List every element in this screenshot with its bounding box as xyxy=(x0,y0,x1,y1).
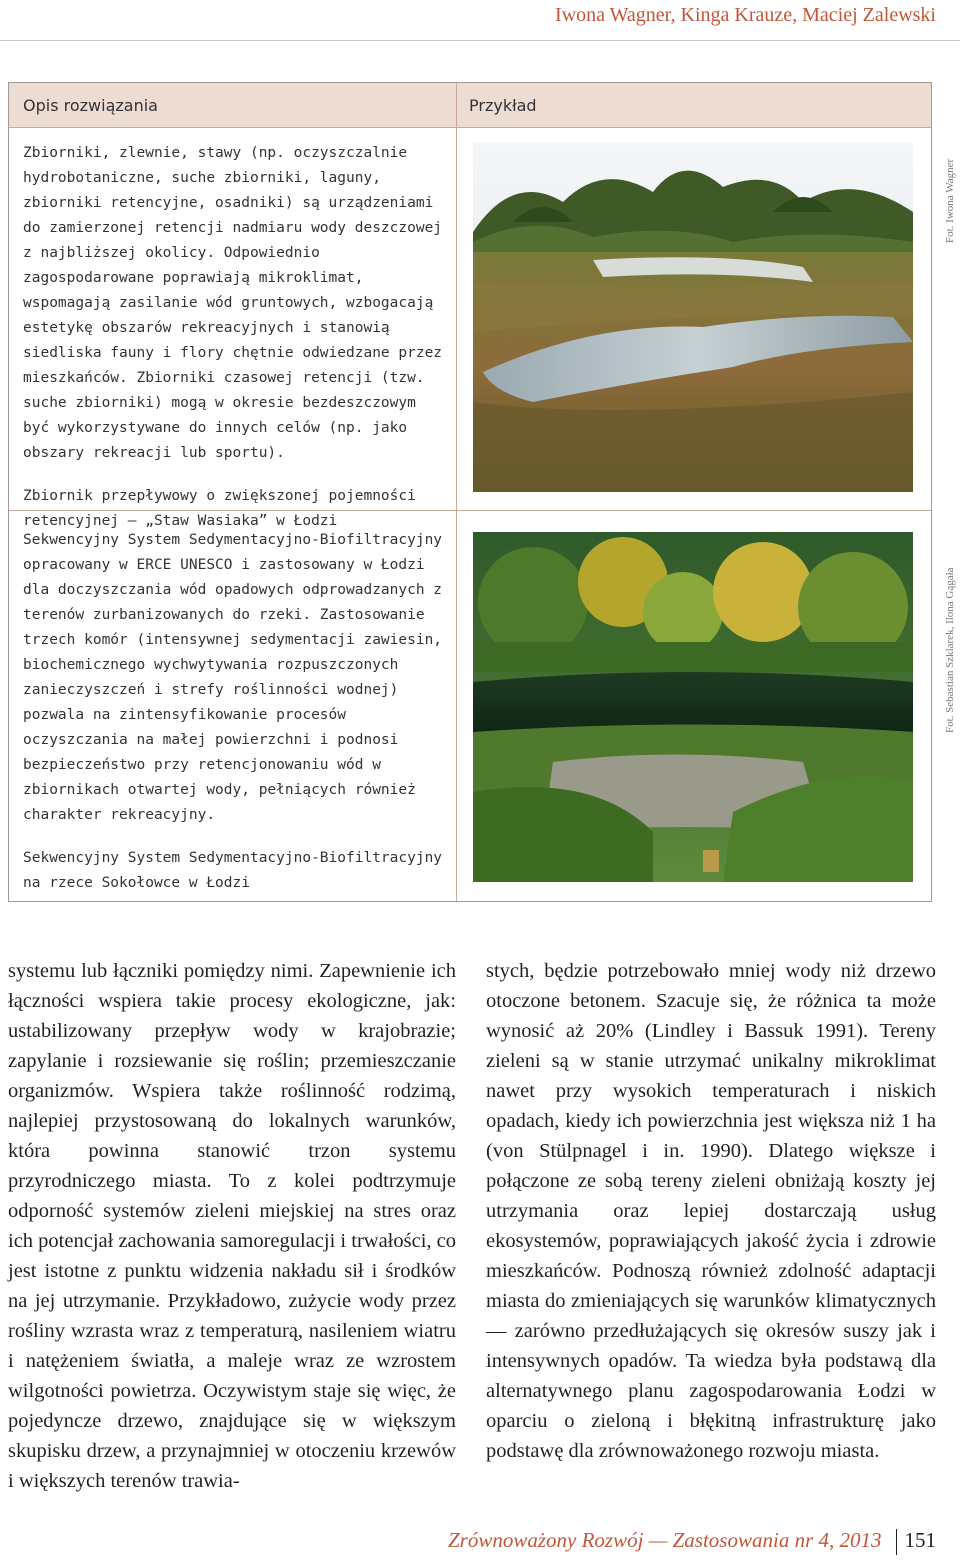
table-header-description: Opis rozwiązania xyxy=(9,83,456,128)
row-1-caption: Zbiornik przepływowy o zwiększonej pojemności retencyjnej — „Staw Wasiaka” w Łodzi xyxy=(23,488,416,529)
header-rule xyxy=(0,40,960,41)
row-1-description: Zbiorniki, zlewnie, stawy (np. oczyszczalnie hydrobotaniczne, suche zbiorniki, laguny, zbiorniki retencyjne, osadniki) są urządzeniami do zamierzonej retencji nadmiaru wody deszczowej z najbliższej okolicy. Odpowiednio zagospodarowane poprawiają mikroklimat, wspomagają zasilanie wód gruntowych, wzbogacają estetykę obszarów rekreacyjnych i stanowią siedliska fauny i flory chętnie odwiedzane przez mieszkańców. Zbiorniki czasowej retencji (tzw. suche zbiorniki) mogą w okresie bezdeszczowym być wykorzystywane do innych celów (np. jako obszary rekreacji lub sportu). xyxy=(23,145,443,461)
examples-table xyxy=(8,82,956,902)
table-header-example: Przykład xyxy=(457,83,931,128)
photo-sokolowka-system xyxy=(473,532,913,882)
page-footer xyxy=(448,1528,936,1555)
pond-photo-image xyxy=(473,142,913,492)
table-row-1-text xyxy=(23,141,447,534)
photo-credit-1: Fot. Iwona Wagner xyxy=(944,158,956,243)
row-2-description: Sekwencyjny System Sedymentacyjno-Biofiltracyjny opracowany w ERCE UNESCO i zastosowany w Łodzi dla doczyszczania wód opadowych odprowadzanych z terenów zurbanizowanych do rzeki. Zastosowanie trzech komór (intensywnej sedymentacji zawiesin, biochemicznego wychwytywania rozpuszczonych zanieczyszczeń i strefy roślinności wodnej) pozwala na zintensyfikowanie procesów oczyszczania na małej powierzchni i podnosi bezpieczeństwo przy retencjonowaniu wód w zbiornikach otwartej wody, pełniących również charakter rekreacyjny. xyxy=(23,532,443,823)
row-2-caption: Sekwencyjny System Sedymentacyjno-Biofiltracyjny na rzece Sokołowce w Łodzi xyxy=(23,850,443,891)
footer-divider xyxy=(896,1529,897,1555)
photo-credit-2: Fot. Sebastian Szklarek, Ilona Gągała xyxy=(944,567,956,733)
page-number: 151 xyxy=(904,1528,936,1552)
column-divider xyxy=(456,83,457,901)
journal-title: Zrównoważony Rozwój — Zastosowania nr 4, 2013 xyxy=(448,1528,882,1552)
photo-staw-wasiaka xyxy=(473,142,913,492)
body-column-right xyxy=(486,956,936,1466)
body-column-left xyxy=(8,956,456,1496)
body-right-paragraph: stych, będzie potrzebowało mniej wody niż drzewo otoczone betonem. Szacuje się, że różnica ta może wynosić aż 20% (Lindley i Bassuk 1991). Tereny zieleni są w stanie utrzymać unikalny mikroklimat nawet przy wysokich temperaturach i niskich opadach, kiedy ich powierzchnia jest większa niż 1 ha (von Stülpnagel i in. 1990). Dlatego większe i połączone ze sobą tereny zieleni obniżają koszty jej utrzymania oraz lepiej dostarczają usług ekosystemów, poprawiających jakość życia i zdrowie mieszkańców. Podnoszą również zdolność adaptacji miasta do zmieniających się warunków klimatycznych — zarówno przedłużających się okresów suszy jak i intensywnych opadów. Ta wiedza była podstawą dla alternatywnego planu zagospodarowania Łodzi w oparciu o zieloną i błękitną infrastrukturę jako podstawę dla zrównoważonego rozwoju miasta. xyxy=(486,960,936,1462)
body-left-paragraph: systemu lub łączniki pomiędzy nimi. Zapewnienie ich łączności wspiera takie procesy ekologiczne, jak: ustabilizowany przepływ wody w krajobrazie; zapylanie i rozsiewanie się roślin; przemieszczanie organizmów. Wspiera także roślinność rodzimą, najlepiej przystosowaną do lokalnych warunków, która powinna stanowić trzon systemu przyrodniczego miasta. To z kolei podtrzymuje odporność systemów zieleni miejskiej na stres oraz ich potencjał zachowania samoregulacji i trwałości, co jest istotne z punktu widzenia nakładu sił i środków na jej utrzymanie. Przykładowo, zużycie wody przez rośliny wzrasta wraz z temperaturą, nasileniem wiatru i natężeniem światła, a maleje wraz ze wzrostem wilgotności powietrza. Oczywistym staje się więc, że pojedyncze drzewo, znajdujące się w większym skupisku drzew, a przynajmniej w otoczeniu krzewów i większych terenów trawia- xyxy=(8,960,456,1492)
running-header-authors: Iwona Wagner, Kinga Krauze, Maciej Zalewski xyxy=(555,4,936,26)
table-row-2-text xyxy=(23,528,447,896)
biofilter-photo-image xyxy=(473,532,913,882)
